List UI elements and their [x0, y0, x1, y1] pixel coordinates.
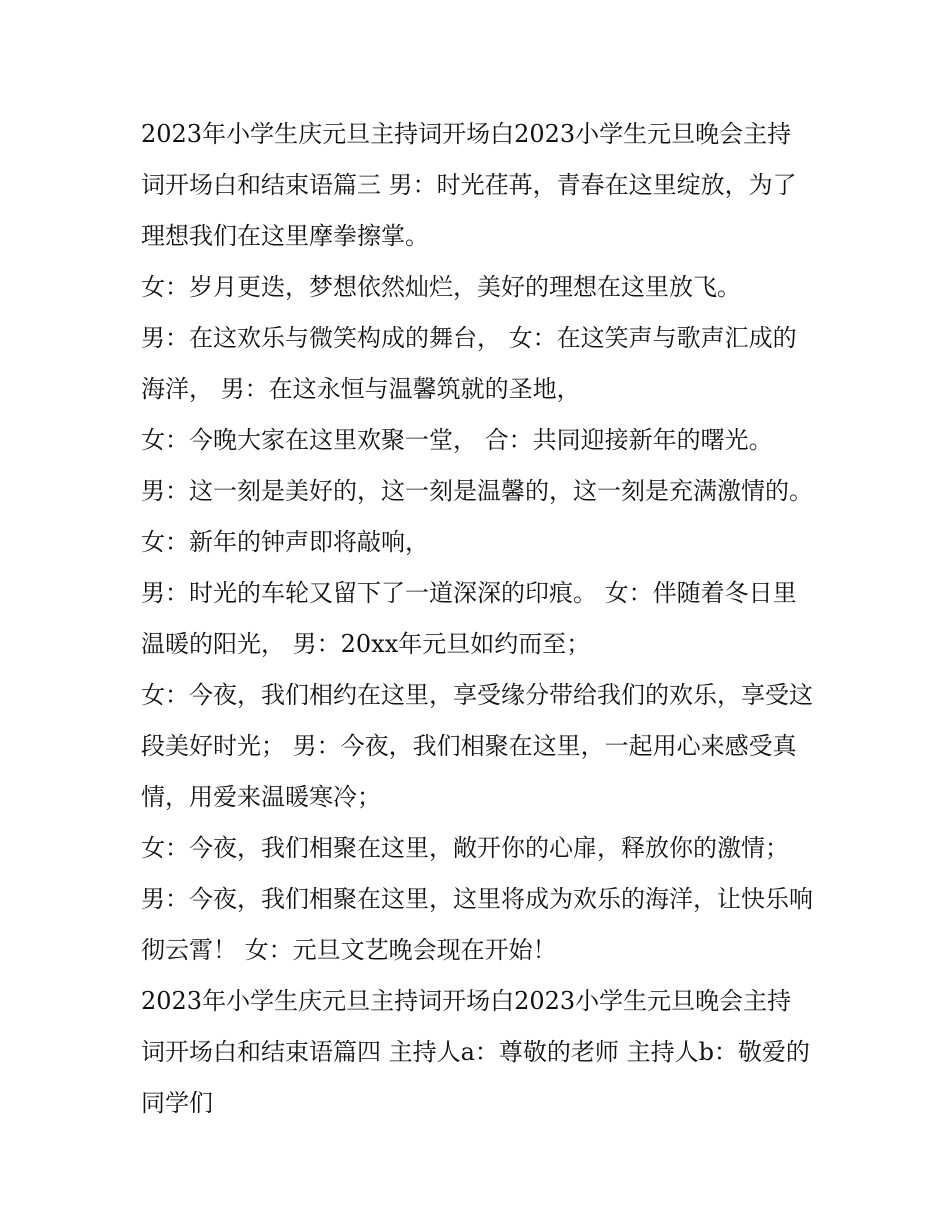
paragraph-9: 男：今夜，我们相聚在这里，这里将成为欢乐的海洋，让快乐响彻云霄！ 女：元旦文艺晚会现在开始！: [141, 885, 813, 964]
paragraph-3: 男：在这欢乐与微笑构成的舞台， 女：在这笑声与歌声汇成的海洋， 男：在这永恒与温馨筑就的圣地，: [141, 324, 797, 403]
paragraph-7: 女：今夜，我们相约在这里，享受缘分带给我们的欢乐，享受这段美好时光； 男：今夜，我们相聚在这里，一起用心来感受真情，用爱来温暖寒冷；: [141, 681, 813, 811]
paragraph-8: 女：今夜，我们相聚在这里，敞开你的心扉，释放你的激情；: [141, 834, 789, 862]
paragraph-2: 女：岁月更迭，梦想依然灿烂，美好的理想在这里放飞。: [141, 273, 741, 301]
paragraph-1: 2023年小学生庆元旦主持词开场白2023小学生元旦晚会主持词开场白和结束语篇三 男：时光荏苒，青春在这里绽放，为了理想我们在这里摩拳擦掌。: [141, 120, 797, 250]
paragraph-6: 男：时光的车轮又留下了一道深深的印痕。 女：伴随着冬日里温暖的阳光， 男：20xx年元旦如约而至；: [141, 579, 797, 658]
paragraph-10: 2023年小学生庆元旦主持词开场白2023小学生元旦晚会主持词开场白和结束语篇四 主持人a：尊敬的老师 主持人b：敬爱的同学们: [141, 987, 810, 1117]
paragraph-5: 男：这一刻是美好的，这一刻是温馨的，这一刻是充满激情的。 女：新年的钟声即将敲响，: [141, 477, 813, 556]
document-body: [141, 109, 813, 1129]
paragraph-4: 女：今晚大家在这里欢聚一堂， 合：共同迎接新年的曙光。: [141, 426, 773, 454]
